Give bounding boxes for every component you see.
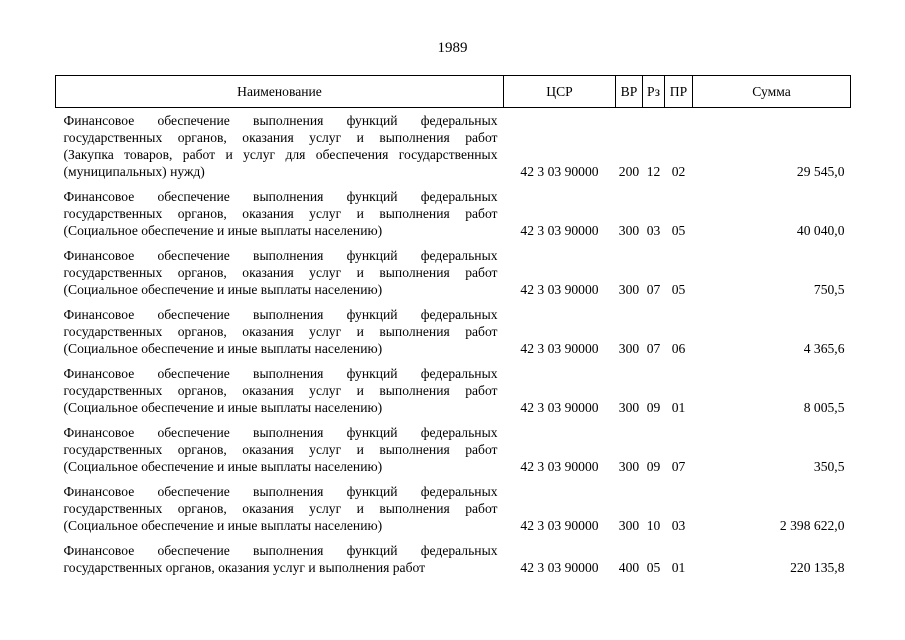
table-row: [56, 475, 851, 534]
row-pr: 02: [671, 164, 686, 179]
row-vr: 200: [618, 164, 640, 179]
row-pr: 01: [671, 560, 686, 575]
row-pr: 01: [671, 400, 686, 415]
page-number: 1989: [437, 40, 468, 56]
row-name-line: Финансовое обеспечение выполнения функций федеральных: [63, 307, 498, 322]
row-rz: 12: [646, 164, 661, 179]
row-name-line: (Закупка товаров, работ и услуг для обеспечения государственных: [63, 147, 498, 162]
row-name: [56, 416, 504, 475]
row-csr: 42 3 03 90000: [520, 400, 599, 415]
row-sum: 350,5: [813, 459, 845, 474]
row-vr: 400: [618, 560, 640, 575]
row-name-line: Финансовое обеспечение выполнения функций федеральных: [63, 366, 498, 381]
row-name-line: государственных органов, оказания услуг и выполнения работ: [63, 383, 498, 398]
table-row: [56, 180, 851, 239]
header-csr: ЦСР: [504, 76, 616, 108]
row-name-line: (Социальное обеспечение и иные выплаты населению): [63, 282, 383, 297]
row-name: [56, 180, 504, 239]
header-vr: ВР: [616, 76, 643, 108]
row-rz: 07: [646, 341, 661, 356]
row-name-line: (Социальное обеспечение и иные выплаты населению): [63, 341, 383, 356]
row-pr: 07: [671, 459, 686, 474]
row-vr: 300: [618, 282, 640, 297]
table-row: [56, 298, 851, 357]
row-rz: 09: [646, 400, 661, 415]
row-pr: 06: [671, 341, 686, 356]
row-name-line: (Социальное обеспечение и иные выплаты населению): [63, 459, 383, 474]
row-name-line: государственных органов, оказания услуг и выполнения работ: [63, 442, 498, 457]
table-row: [56, 108, 851, 181]
row-name-line: Финансовое обеспечение выполнения функций федеральных: [63, 248, 498, 263]
row-name-line: государственных органов, оказания услуг и выполнения работ: [63, 501, 498, 516]
row-name: [56, 357, 504, 416]
row-vr: 300: [618, 400, 640, 415]
budget-table: [55, 75, 851, 576]
row-csr: 42 3 03 90000: [520, 223, 599, 238]
row-rz: 09: [646, 459, 661, 474]
row-vr: 300: [618, 459, 640, 474]
row-name-line: (муниципальных) нужд): [63, 164, 205, 179]
row-name: [56, 298, 504, 357]
table-body: [56, 108, 851, 577]
row-name-line: государственных органов, оказания услуг и выполнения работ: [63, 206, 498, 221]
row-name-line: Финансовое обеспечение выполнения функций федеральных: [63, 484, 498, 499]
row-csr: 42 3 03 90000: [520, 341, 599, 356]
row-name-line: Финансовое обеспечение выполнения функций федеральных: [63, 189, 498, 204]
row-csr: 42 3 03 90000: [520, 459, 599, 474]
row-sum: 4 365,6: [803, 341, 845, 356]
row-sum: 8 005,5: [803, 400, 845, 415]
row-name: [56, 534, 504, 576]
table-row: [56, 534, 851, 576]
header-rz: Рз: [643, 76, 665, 108]
row-pr: 05: [671, 223, 686, 238]
table-row: [56, 239, 851, 298]
row-name: [56, 108, 504, 181]
row-sum: 750,5: [813, 282, 845, 297]
row-sum: 2 398 622,0: [779, 518, 845, 533]
row-rz: 10: [646, 518, 661, 533]
row-csr: 42 3 03 90000: [520, 164, 599, 179]
row-rz: 05: [646, 560, 661, 575]
row-name-line: Финансовое обеспечение выполнения функций федеральных: [63, 543, 498, 558]
row-vr: 300: [618, 223, 640, 238]
row-name-line: государственных органов, оказания услуг и выполнения работ: [63, 324, 498, 339]
row-pr: 03: [671, 518, 686, 533]
row-name-line: государственных органов, оказания услуг и выполнения работ: [63, 560, 426, 575]
row-sum: 40 040,0: [796, 223, 845, 238]
table-header: [56, 76, 851, 108]
row-vr: 300: [618, 341, 640, 356]
row-csr: 42 3 03 90000: [520, 560, 599, 575]
row-name-line: Финансовое обеспечение выполнения функций федеральных: [63, 425, 498, 440]
row-name: [56, 239, 504, 298]
table-row: [56, 357, 851, 416]
row-name-line: (Социальное обеспечение и иные выплаты населению): [63, 400, 383, 415]
header-pr: ПР: [665, 76, 693, 108]
row-name-line: государственных органов, оказания услуг и выполнения работ: [63, 130, 498, 145]
row-name-line: (Социальное обеспечение и иные выплаты населению): [63, 518, 383, 533]
header-sum: Сумма: [693, 76, 851, 108]
row-name-line: (Социальное обеспечение и иные выплаты населению): [63, 223, 383, 238]
row-name-line: Финансовое обеспечение выполнения функций федеральных: [63, 113, 498, 128]
row-pr: 05: [671, 282, 686, 297]
header-name: Наименование: [56, 76, 504, 108]
row-rz: 07: [646, 282, 661, 297]
row-sum: 29 545,0: [796, 164, 845, 179]
row-name: [56, 475, 504, 534]
row-csr: 42 3 03 90000: [520, 518, 599, 533]
row-name-line: государственных органов, оказания услуг и выполнения работ: [63, 265, 498, 280]
row-csr: 42 3 03 90000: [520, 282, 599, 297]
row-rz: 03: [646, 223, 661, 238]
table-row: [56, 416, 851, 475]
row-sum: 220 135,8: [790, 560, 845, 575]
row-vr: 300: [618, 518, 640, 533]
